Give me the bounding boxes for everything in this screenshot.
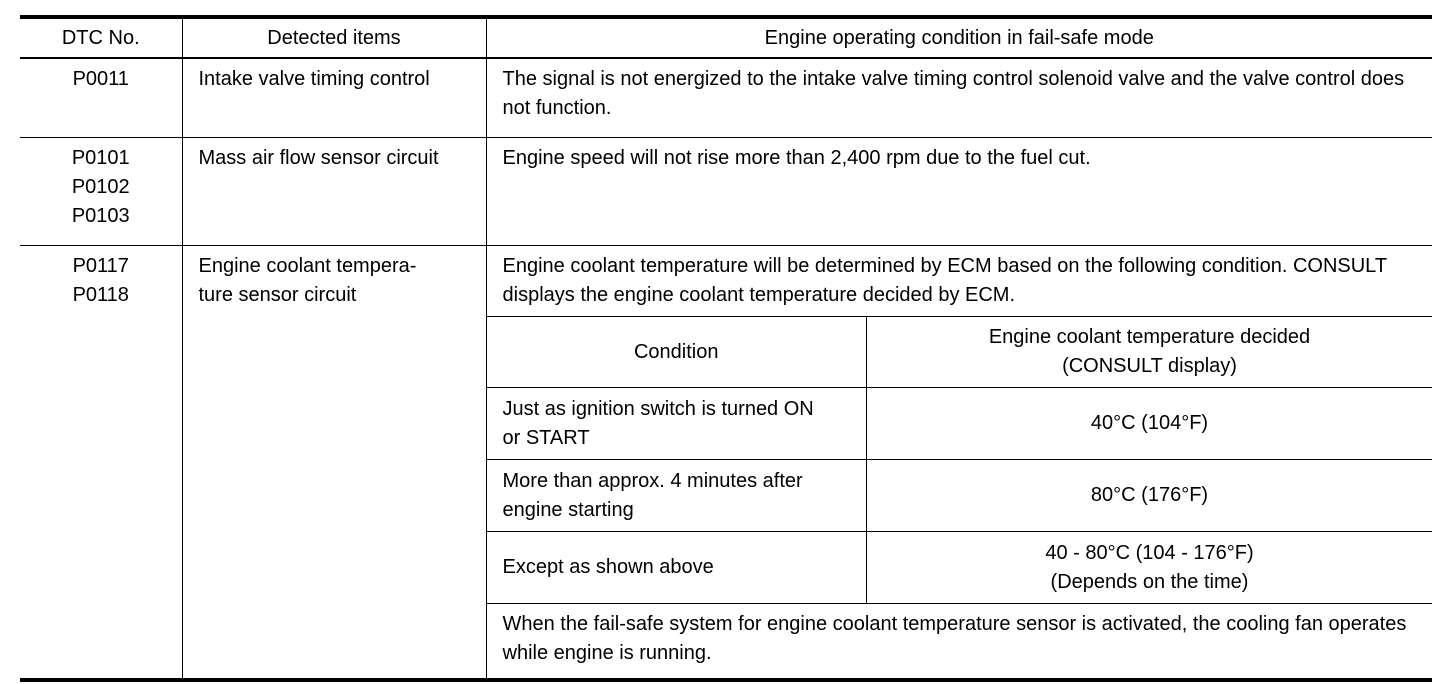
dtc-code: P0118 <box>72 284 129 306</box>
dtc-cell <box>20 246 182 681</box>
dtc-code: P0101 <box>71 147 130 169</box>
subtable-condition-cell <box>487 460 867 532</box>
condition-cell: Engine speed will not rise more than 2,400 rpm due to the fuel cut. <box>486 138 1432 246</box>
subtable-row <box>487 460 1433 532</box>
detected-item-line: ture sensor circuit <box>198 284 357 306</box>
header-detected-items: Detected items <box>182 17 486 58</box>
subtable-row <box>487 532 1433 604</box>
subtable-row <box>487 388 1433 460</box>
subtable-header-row <box>487 317 1433 388</box>
dtc-code: P0103 <box>71 205 130 227</box>
coolant-temperature-subtable <box>487 316 1433 603</box>
subtable-temperature-cell <box>867 388 1433 460</box>
subtable-temperature-line: (Depends on the time) <box>1050 570 1249 593</box>
subtable-header-line: (CONSULT display) <box>1062 355 1237 377</box>
condition-intro: Engine coolant temperature will be determined by ECM based on the following condition. CONSULT displays the engine coolant temperature decided by ECM. <box>502 255 1387 306</box>
subtable-header-temperature <box>867 317 1433 388</box>
subtable-condition-line: More than approx. 4 minutes after <box>502 469 803 492</box>
subtable-condition-line: or START <box>502 426 590 449</box>
dtc-cell <box>20 138 182 246</box>
detected-item-cell: Intake valve timing control <box>182 58 486 138</box>
table-row <box>20 58 1432 138</box>
subtable-temperature-line: 80°C (176°F) <box>1090 484 1209 506</box>
fail-safe-table <box>20 15 1432 682</box>
subtable-header-line: Engine coolant temperature decided <box>988 326 1311 348</box>
dtc-cell <box>20 58 182 138</box>
subtable-temperature-line: 40 - 80°C (104 - 176°F) <box>1045 541 1254 564</box>
table-row <box>20 138 1432 246</box>
subtable-temperature-cell <box>867 532 1433 604</box>
subtable-condition-line: Except as shown above <box>502 556 714 578</box>
detected-item-cell: Mass air flow sensor circuit <box>182 138 486 246</box>
subtable-condition-line: Just as ignition switch is turned ON <box>502 397 814 420</box>
detected-item-line: Engine coolant tempera- <box>198 255 417 277</box>
dtc-code: P0117 <box>72 255 129 277</box>
subtable-header-condition: Condition <box>487 317 867 388</box>
table-header-row <box>20 17 1432 58</box>
header-engine-condition: Engine operating condition in fail-safe mode <box>486 17 1432 58</box>
detected-item-cell <box>182 246 486 681</box>
header-dtc-no: DTC No. <box>20 17 182 58</box>
subtable-temperature-line: 40°C (104°F) <box>1090 412 1209 434</box>
dtc-code: P0102 <box>71 176 130 198</box>
fail-safe-table-page <box>20 0 1432 682</box>
subtable-condition-cell <box>487 532 867 604</box>
condition-cell <box>486 246 1432 681</box>
subtable-condition-line: engine starting <box>502 498 634 521</box>
dtc-code: P0011 <box>72 68 129 90</box>
subtable-temperature-cell <box>867 460 1433 532</box>
condition-cell: The signal is not energized to the intake valve timing control solenoid valve and the valve control does not function. <box>486 58 1432 138</box>
cooling-fan-note: When the fail-safe system for engine coolant temperature sensor is activated, the cooling fan operates while engine is running. <box>487 603 1433 678</box>
subtable-condition-cell <box>487 388 867 460</box>
table-row <box>20 246 1432 681</box>
